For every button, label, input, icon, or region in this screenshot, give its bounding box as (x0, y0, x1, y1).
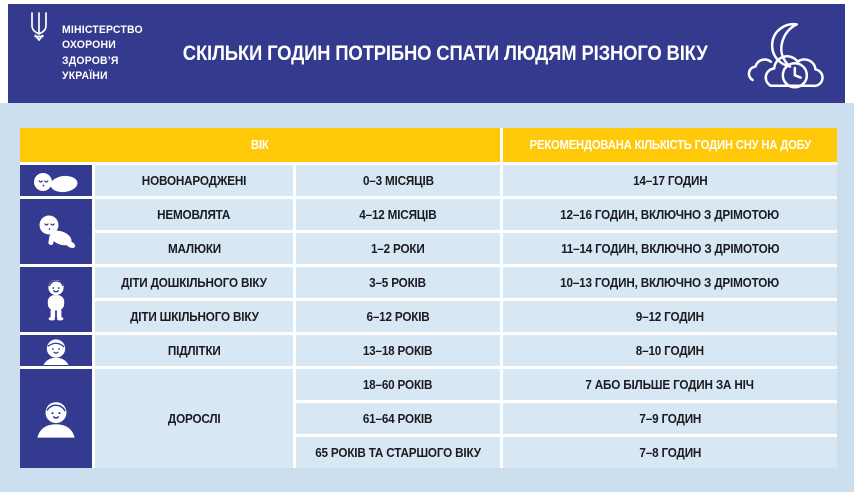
age-range-text: 65 РОКІВ ТА СТАРШОГО ВІКУ (315, 445, 481, 460)
icon-cell (20, 335, 92, 366)
ministry-line: МІНІСТЕРСТВО (62, 23, 143, 36)
col-header-hours-label: РЕКОМЕНДОВАНА КІЛЬКІСТЬ ГОДИН СНУ НА ДОБУ (529, 138, 811, 152)
sleep-hours-text: 10–13 ГОДИН, ВКЛЮЧНО З ДРІМОТОЮ (560, 275, 780, 290)
cell-sleep-hours (503, 301, 837, 332)
group-name-text: НОВОНАРОДЖЕНІ (141, 173, 247, 188)
group-name-text: МАЛЮКИ (167, 241, 221, 256)
cell-age-range (296, 233, 500, 264)
cell-group-name (95, 199, 293, 230)
cell-sleep-hours (503, 335, 837, 366)
header-band (8, 4, 845, 103)
cell-sleep-hours (503, 403, 837, 434)
cell-age-range (296, 165, 500, 196)
cell-age-range (296, 437, 500, 468)
poster-title (147, 42, 743, 66)
ministry-name (62, 23, 147, 85)
group-name-text: ПІДЛІТКИ (167, 343, 221, 358)
group-name-text: ДІТИ ДОШКІЛЬНОГО ВІКУ (121, 275, 267, 290)
group-name-text: ДОРОСЛІ (167, 411, 221, 426)
ministry-line: ОХОРОНИ (62, 39, 116, 51)
cell-group-name (95, 267, 293, 298)
sleep-hours-text: 8–10 ГОДИН (635, 343, 705, 358)
crescent-moon-shape (772, 24, 797, 66)
group-name-text: ДІТИ ШКІЛЬНОГО ВІКУ (129, 309, 259, 324)
cell-sleep-hours (503, 233, 837, 264)
ministry-logo (28, 23, 147, 85)
clock-hands (795, 68, 801, 78)
cell-group-name (95, 233, 293, 264)
age-range-text: 1–2 РОКИ (371, 241, 425, 256)
icon-cell (20, 369, 92, 468)
small-cloud-shape (749, 60, 771, 80)
age-range-text: 3–5 РОКІВ (369, 275, 427, 290)
sleep-recommendation-table (20, 128, 837, 468)
newborn-icon (33, 168, 79, 194)
cell-sleep-hours (503, 199, 837, 230)
sleep-hours-text: 7–9 ГОДИН (639, 411, 701, 426)
sleep-hours-text: 7 АБО БІЛЬШЕ ГОДИН ЗА НІЧ (585, 377, 755, 392)
ministry-line: УКРАЇНИ (62, 70, 108, 82)
age-range-text: 61–64 РОКІВ (363, 411, 433, 426)
age-range-text: 4–12 МІСЯЦІВ (359, 207, 437, 222)
sleep-hours-text: 12–16 ГОДИН, ВКЛЮЧНО З ДРІМОТОЮ (560, 207, 780, 222)
cell-age-range (296, 199, 500, 230)
sleep-hours-text: 14–17 ГОДИН (632, 173, 708, 188)
cell-age-range (296, 403, 500, 434)
content-panel (0, 103, 854, 492)
icon-cell (20, 267, 92, 332)
sleep-hours-text: 9–12 ГОДИН (635, 309, 705, 324)
cell-sleep-hours (503, 369, 837, 400)
tryzub-trident-icon (28, 11, 50, 45)
cell-age-range (296, 335, 500, 366)
cell-group-name-adults (95, 369, 293, 468)
age-range-text: 6–12 РОКІВ (366, 309, 430, 324)
child-icon (44, 278, 68, 322)
cell-sleep-hours (503, 165, 837, 196)
cell-group-name (95, 335, 293, 366)
cell-sleep-hours (503, 437, 837, 468)
cell-group-name (95, 165, 293, 196)
cell-age-range (296, 369, 500, 400)
icon-cell (20, 165, 92, 196)
cell-group-name (95, 301, 293, 332)
col-header-age-label: ВІК (251, 138, 269, 152)
cell-sleep-hours (503, 267, 837, 298)
teenager-icon (40, 336, 72, 365)
moon-cloud-clock-icon (743, 18, 839, 99)
col-header-age-section (20, 128, 500, 162)
sleep-hours-text: 11–14 ГОДИН, ВКЛЮЧНО З ДРІМОТОЮ (560, 241, 780, 256)
crawling-infant-icon (36, 214, 76, 250)
poster-title-text: СКІЛЬКИ ГОДИН ПОТРІБНО СПАТИ ЛЮДЯМ РІЗНОГО ВІКУ (182, 41, 708, 65)
icon-cell (20, 199, 92, 264)
group-name-text: НЕМОВЛЯТА (157, 207, 231, 222)
age-range-text: 13–18 РОКІВ (363, 343, 433, 358)
ministry-line: ЗДОРОВ’Я (62, 54, 119, 67)
age-range-text: 18–60 РОКІВ (363, 377, 433, 392)
cell-age-range (296, 267, 500, 298)
col-header-hours (503, 128, 837, 162)
cell-age-range (296, 301, 500, 332)
sleep-hours-text: 7–8 ГОДИН (639, 445, 701, 460)
adult-icon (35, 400, 77, 438)
age-range-text: 0–3 МІСЯЦІВ (362, 173, 434, 188)
